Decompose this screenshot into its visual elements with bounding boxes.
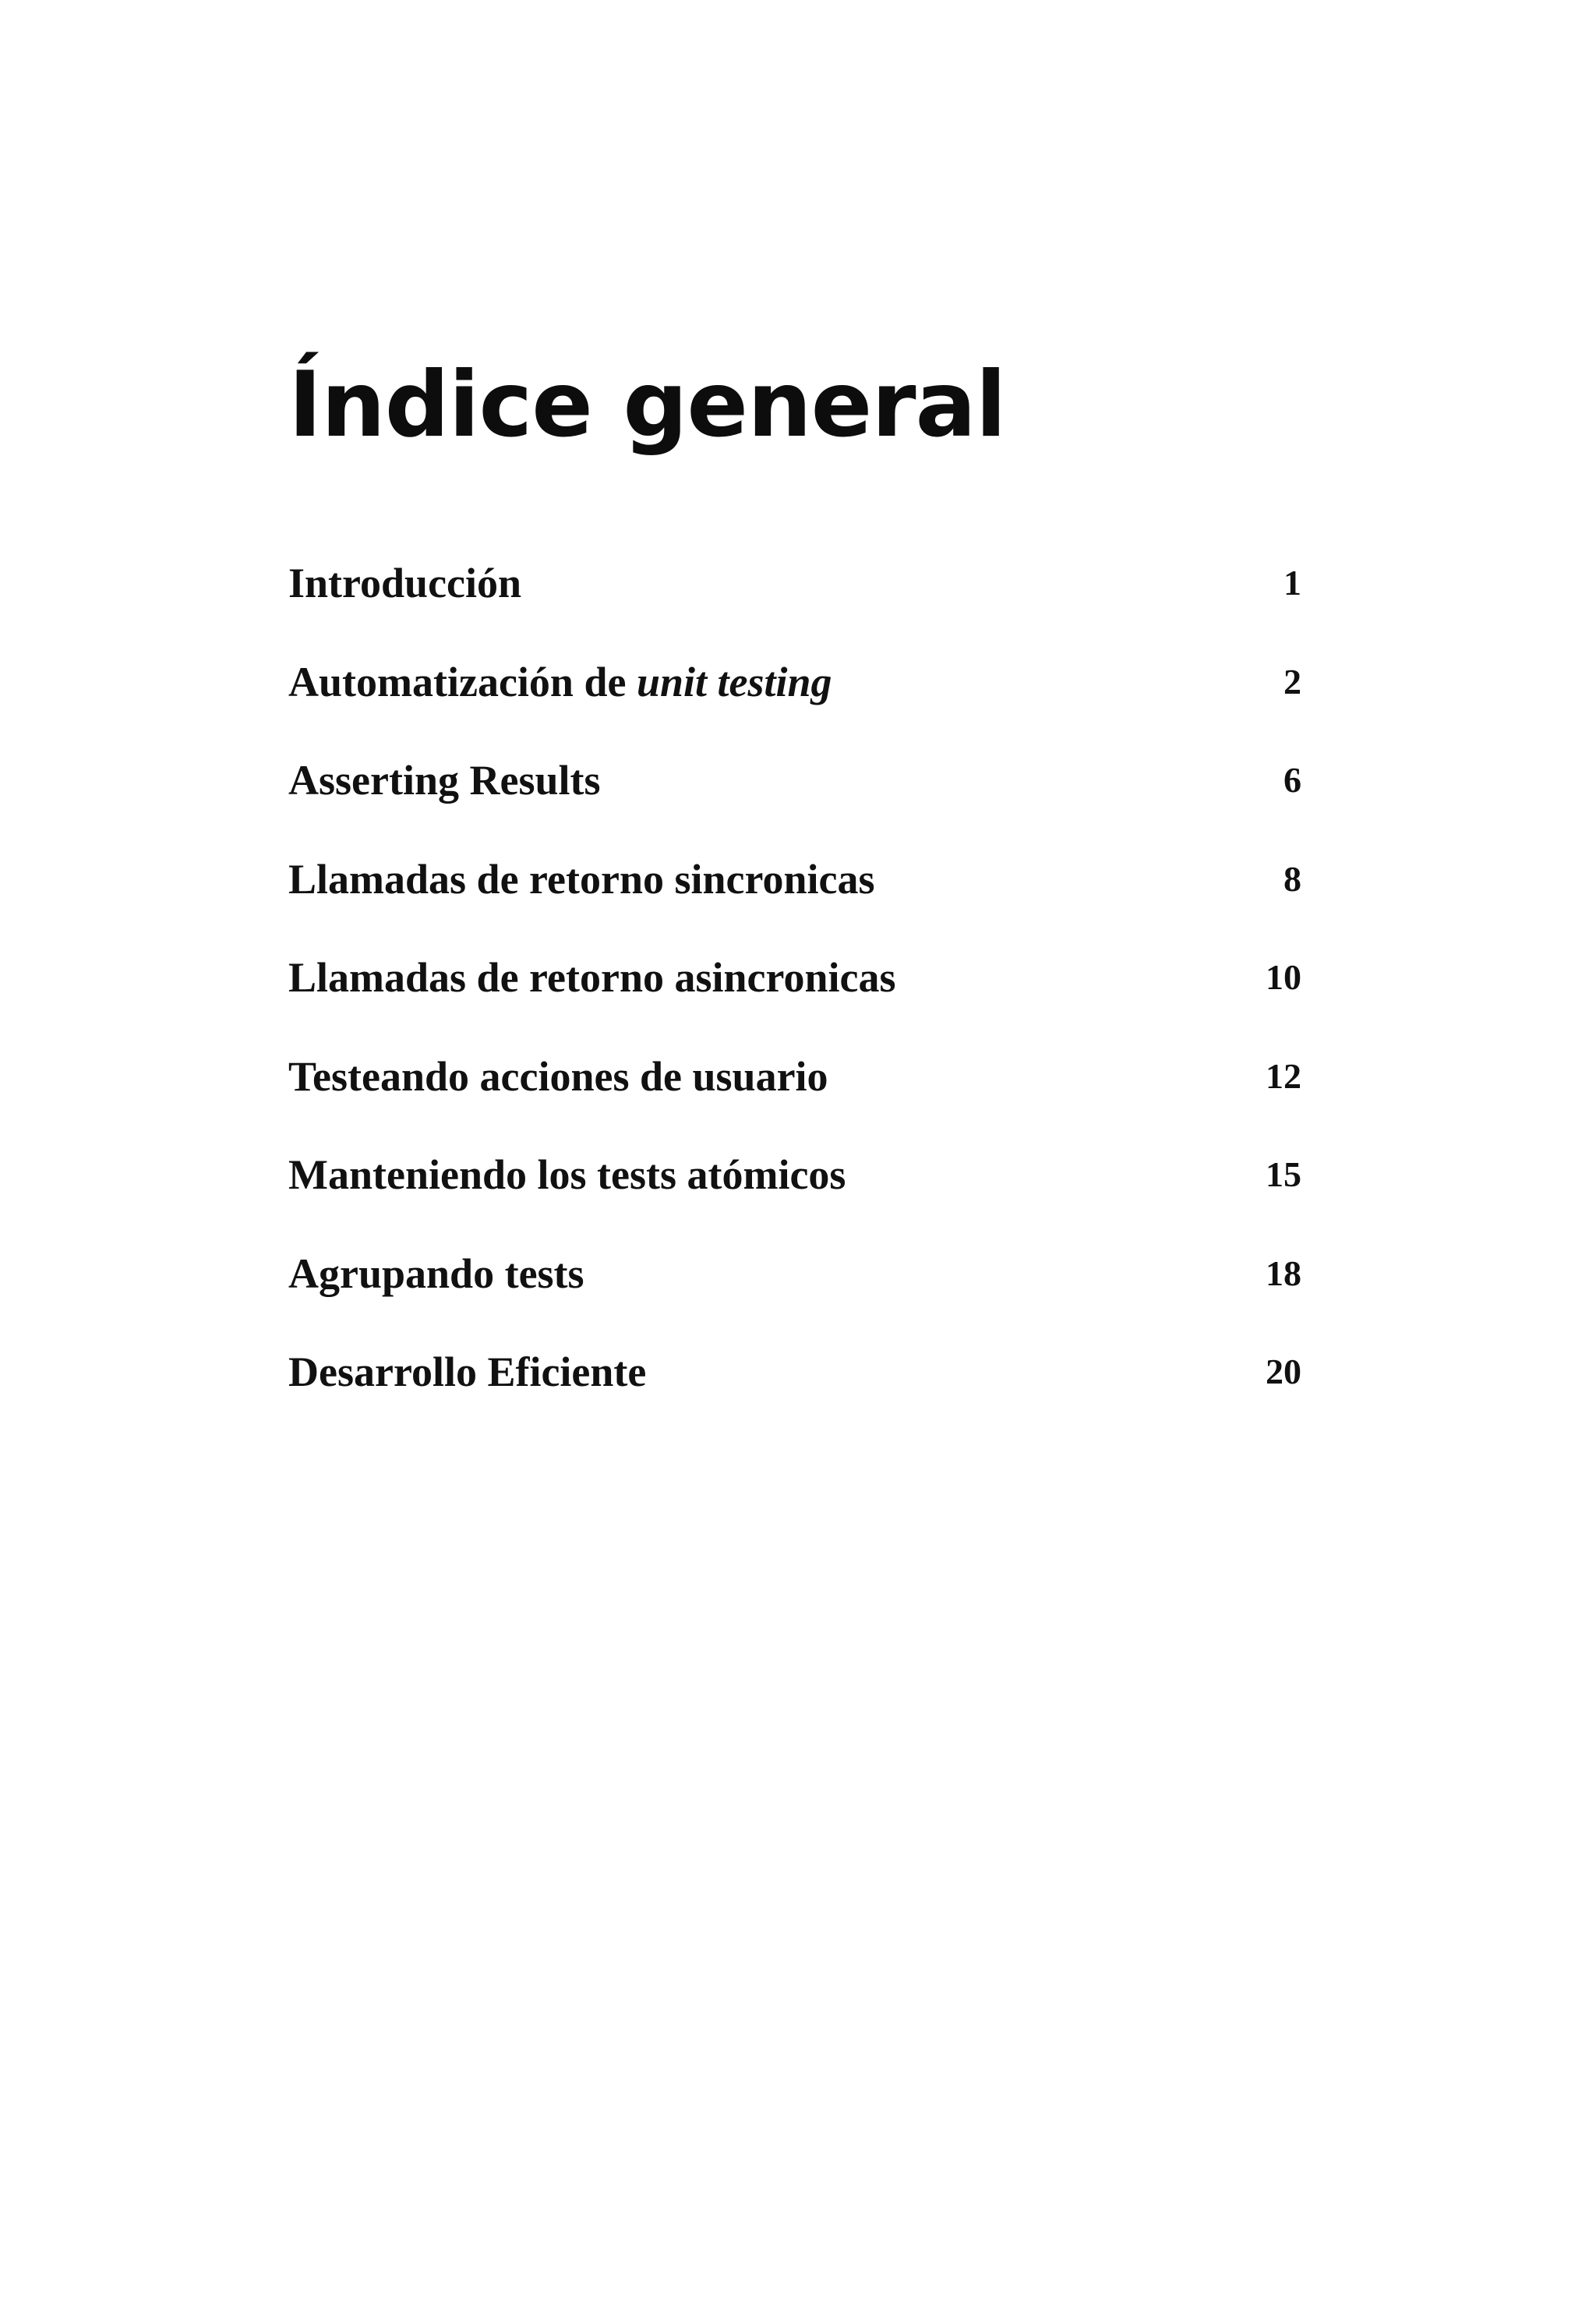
- toc-entry-label: [288, 1342, 646, 1401]
- toc-entry-label: [288, 751, 601, 810]
- toc-entry-page-number: 8: [1284, 858, 1301, 899]
- toc-entry-label: [288, 850, 875, 909]
- toc-entry-label: [288, 553, 521, 613]
- toc-entry-label-text: Introducción: [288, 560, 522, 606]
- toc-entry-label-text: Desarrollo Eficiente: [288, 1348, 647, 1395]
- toc-entry-page-number: 20: [1266, 1352, 1301, 1391]
- toc-entry-label: [288, 948, 896, 1007]
- toc-entry-label: [288, 1145, 846, 1204]
- toc-entry-label-text: Manteniendo los tests atómicos: [288, 1151, 846, 1198]
- toc-entry-page-number: 15: [1266, 1154, 1301, 1194]
- page-title: Índice general: [288, 352, 1006, 458]
- toc-entry-label-text: Agrupando tests: [288, 1249, 584, 1297]
- toc-entry-label: [288, 1244, 584, 1303]
- toc-entry-page-number: 2: [1284, 661, 1301, 702]
- toc-entry-llamadas-asincronicas[interactable]: [288, 948, 1301, 1047]
- toc-entry-desarrollo-eficiente[interactable]: [288, 1342, 1301, 1441]
- toc-entry-label-text: Llamadas de retorno asincronicas: [288, 954, 896, 1001]
- toc-entry-page-number: 12: [1266, 1055, 1301, 1096]
- toc-entry-label-text: Automatización de: [288, 658, 637, 705]
- toc-entry-automatizacion[interactable]: [288, 652, 1301, 751]
- toc-entry-label-text: Testeando acciones de usuario: [288, 1052, 828, 1100]
- toc-entry-asserting-results[interactable]: [288, 751, 1301, 850]
- toc-entry-label: [288, 1047, 828, 1106]
- toc-entry-page-number: 6: [1284, 760, 1301, 800]
- toc-entry-testeando-acciones[interactable]: [288, 1047, 1301, 1146]
- toc-entry-manteniendo-tests[interactable]: [288, 1145, 1301, 1244]
- toc-entry-introduccion[interactable]: [288, 553, 1301, 652]
- toc-entry-label: [288, 652, 832, 712]
- toc-entry-page-number: 1: [1284, 563, 1301, 603]
- toc-entry-label-text: Llamadas de retorno sincronicas: [288, 855, 875, 903]
- toc-entry-label-emphasis: unit testing: [636, 658, 832, 705]
- toc-entry-label-text: Asserting Results: [288, 757, 601, 804]
- table-of-contents: [288, 553, 1301, 1441]
- toc-entry-page-number: 10: [1266, 957, 1301, 997]
- toc-entry-page-number: 18: [1266, 1253, 1301, 1293]
- toc-entry-agrupando-tests[interactable]: [288, 1244, 1301, 1343]
- toc-entry-llamadas-sincronicas[interactable]: [288, 850, 1301, 949]
